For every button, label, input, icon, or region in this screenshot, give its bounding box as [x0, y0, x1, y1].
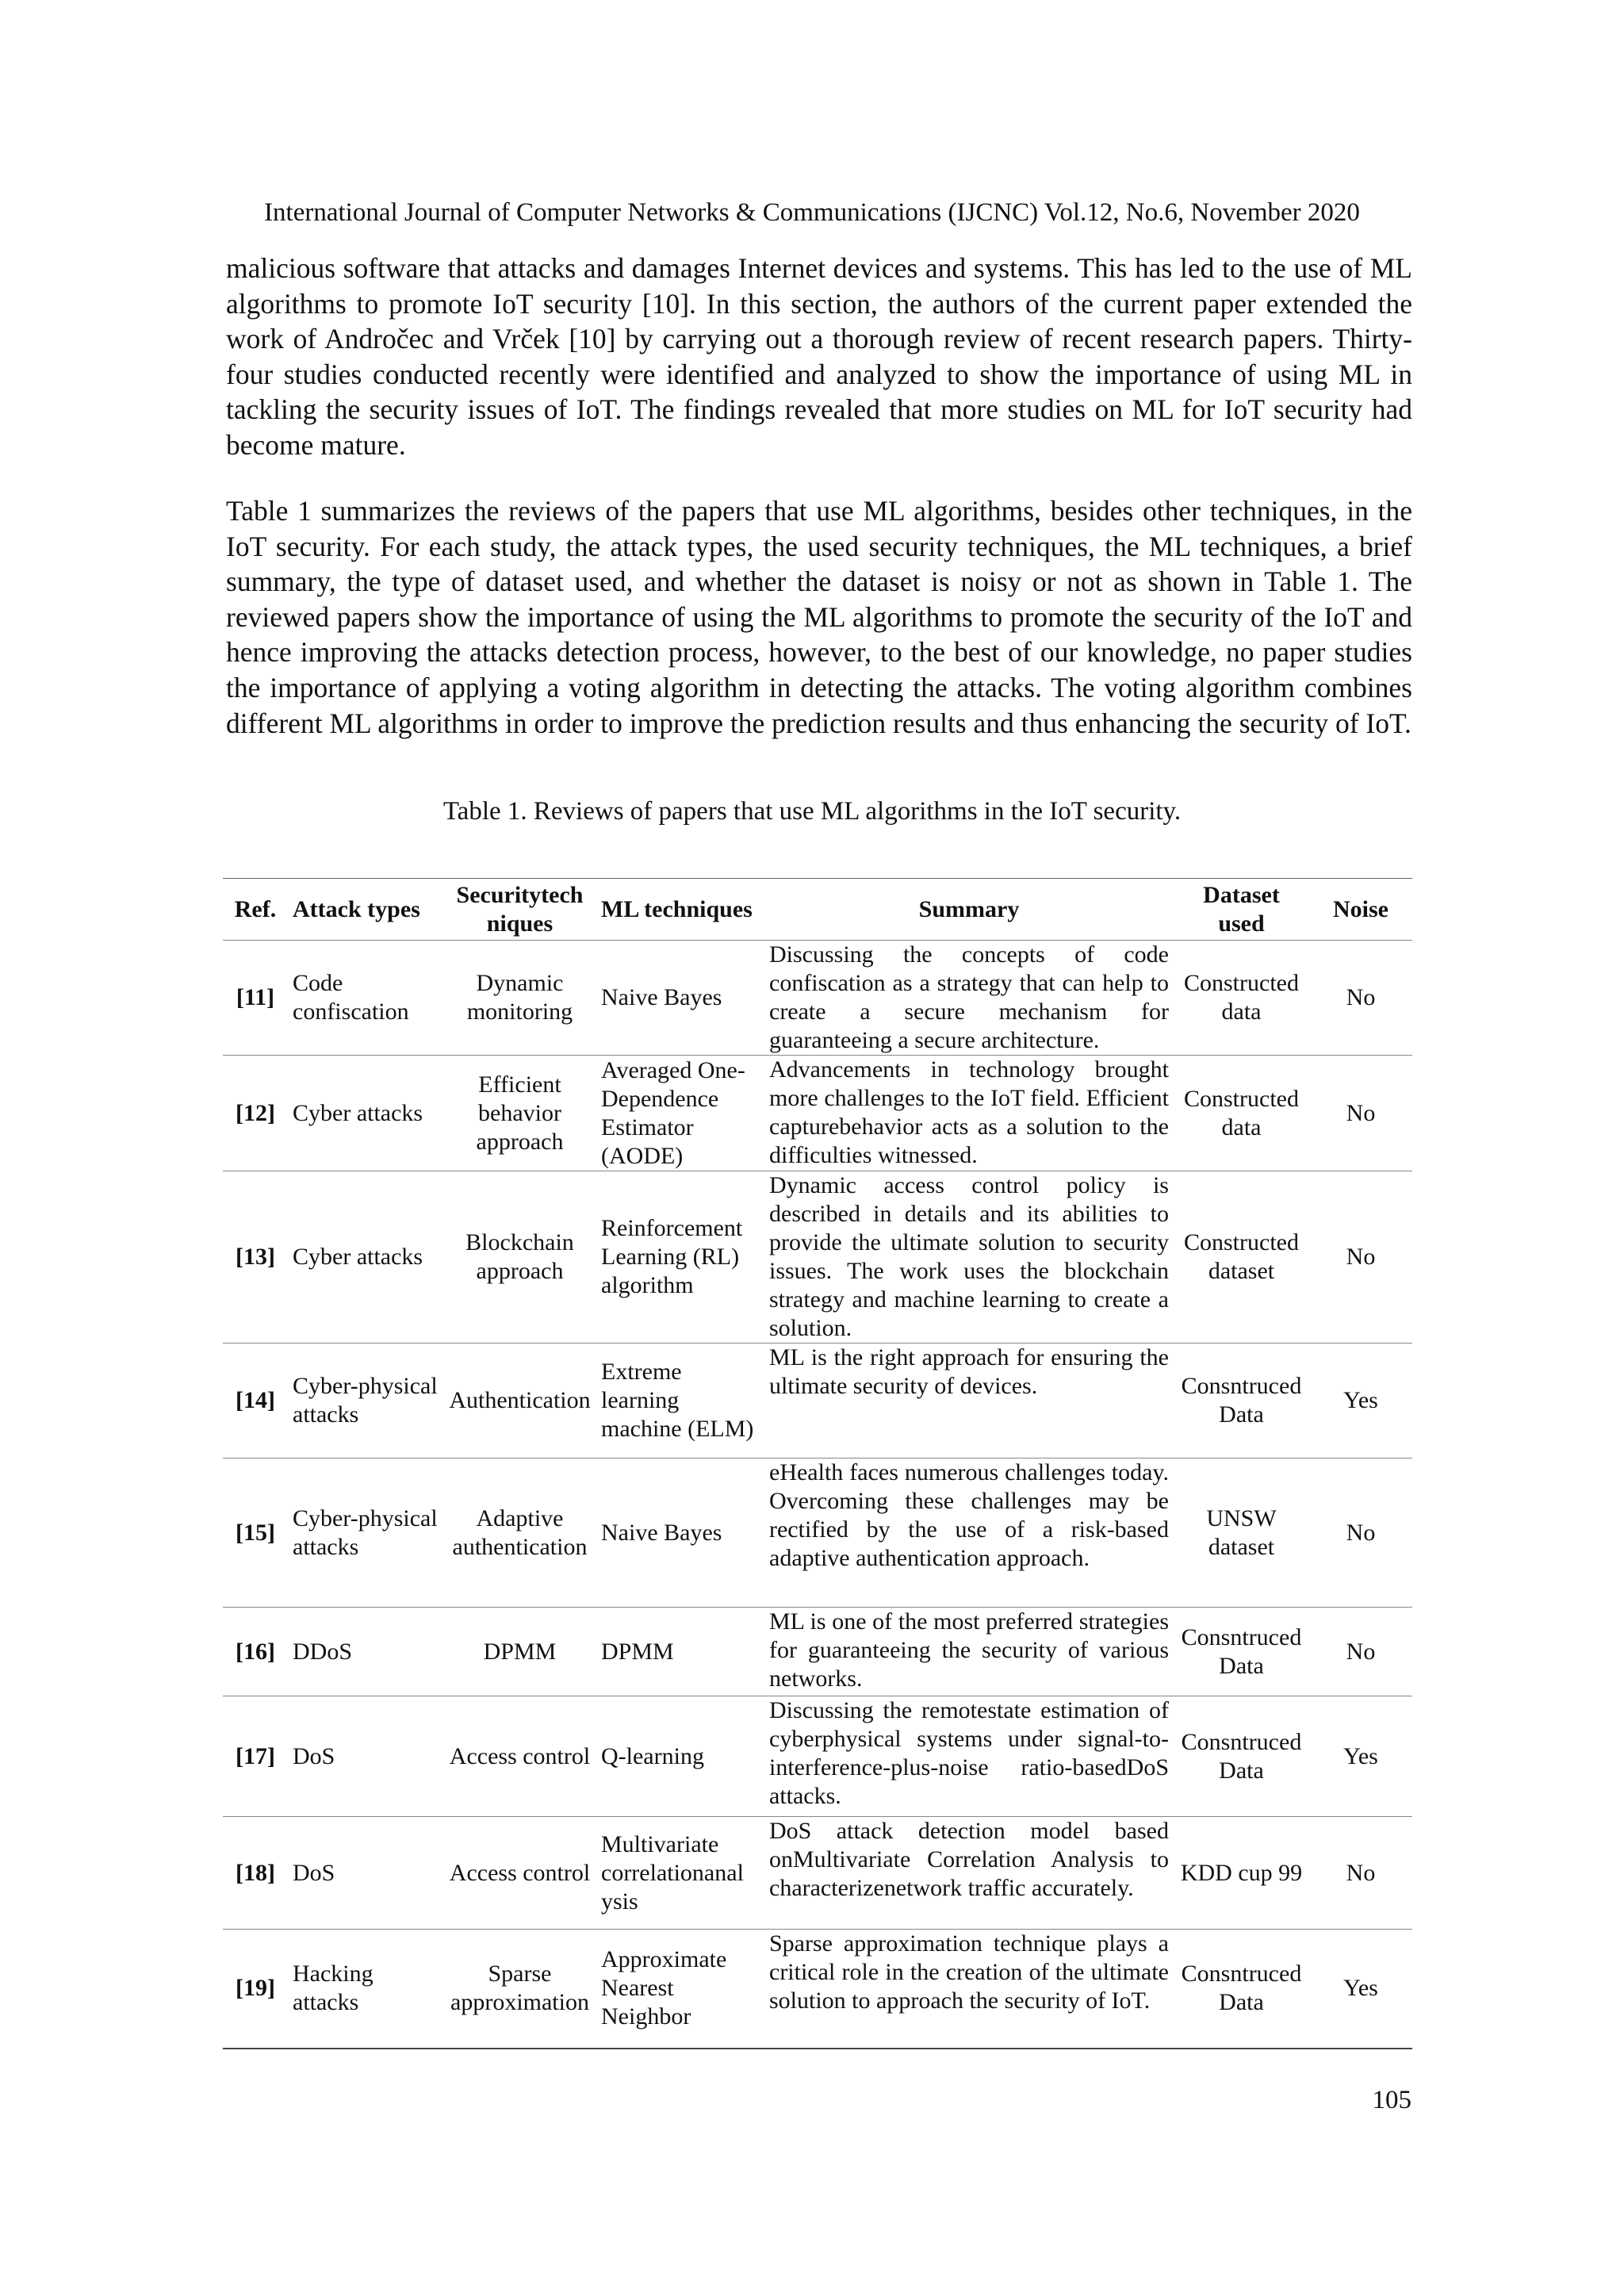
cell-summary: Advancements in technology brought more challenges to the IoT field. Efficient capturebehavior acts as a solution to the difficulties witnessed. [764, 1056, 1174, 1171]
table-row [223, 1171, 1412, 1343]
cell-attack-type: Cyber-physical attacks [288, 1458, 443, 1608]
header-dataset: Dataset used [1174, 879, 1309, 941]
cell-noise: No [1309, 941, 1412, 1056]
cell-ref: [17] [223, 1696, 288, 1817]
cell-ref: [11] [223, 941, 288, 1056]
cell-noise: No [1309, 1817, 1412, 1930]
header-ref: Ref. [223, 879, 288, 941]
cell-noise: No [1309, 1171, 1412, 1343]
cell-security-technique: Authentication [443, 1343, 596, 1458]
cell-ml-technique: Multivariate correlationanal ysis [596, 1817, 764, 1930]
cell-summary: Discussing the remotestate estimation of cyberphysical systems under signal-to-interference-plus-noise ratio-basedDoS attacks. [764, 1696, 1174, 1817]
cell-ml-technique: Q-learning [596, 1696, 764, 1817]
cell-ref: [19] [223, 1930, 288, 2049]
header-security-techniques: Securitytech niques [443, 879, 596, 941]
header-attack-types: Attack types [288, 879, 443, 941]
cell-security-technique: Dynamic monitoring [443, 941, 596, 1056]
running-head: International Journal of Computer Networks & Communications (IJCNC) Vol.12, No.6, November 2020 [264, 198, 1360, 227]
cell-ml-technique: Approximate Nearest Neighbor [596, 1930, 764, 2049]
cell-attack-type: Cyber attacks [288, 1056, 443, 1171]
cell-attack-type: Cyber-physical attacks [288, 1343, 443, 1458]
table-header-row [223, 879, 1412, 941]
cell-ref: [13] [223, 1171, 288, 1343]
page-number: 105 [1372, 2086, 1411, 2114]
header-ml-techniques: ML techniques [596, 879, 764, 941]
header-summary: Summary [764, 879, 1174, 941]
cell-dataset: Consntruced Data [1174, 1696, 1309, 1817]
cell-security-technique: Sparse approximation [443, 1930, 596, 2049]
cell-attack-type: DoS [288, 1696, 443, 1817]
cell-noise: Yes [1309, 1930, 1412, 2049]
table-row [223, 941, 1412, 1056]
cell-summary: DoS attack detection model based onMultivariate Correlation Analysis to characterizenetwork traffic accurately. [764, 1817, 1174, 1930]
cell-security-technique: Efficient behavior approach [443, 1056, 596, 1171]
table-row [223, 1608, 1412, 1696]
cell-summary: ML is the right approach for ensuring the ultimate security of devices. [764, 1343, 1174, 1458]
cell-ml-technique: Extreme learning machine (ELM) [596, 1343, 764, 1458]
cell-dataset: Consntruced Data [1174, 1343, 1309, 1458]
body-paragraph-1: malicious software that attacks and damages Internet devices and systems. This has led to the use of ML algorithms to promote IoT security [10]. In this section, the authors of the current paper extended the work of Andročec and Vrček [10] by carrying out a thorough review of recent research papers. Thirty-four studies conducted recently were identified and analyzed to show the importance of using ML in tackling the security issues of IoT. The findings revealed that more studies on ML for IoT security had become mature. [226, 252, 1412, 461]
cell-dataset: Constructed data [1174, 1056, 1309, 1171]
table-row [223, 1817, 1412, 1930]
cell-summary: Discussing the concepts of code confiscation as a strategy that can help to create a secure mechanism for guaranteeing a secure architecture. [764, 941, 1174, 1056]
cell-ref: [15] [223, 1458, 288, 1608]
cell-dataset: Consntruced Data [1174, 1930, 1309, 2049]
cell-security-technique: Adaptive authentication [443, 1458, 596, 1608]
cell-ml-technique: Reinforcement Learning (RL) algorithm [596, 1171, 764, 1343]
cell-dataset: Consntruced Data [1174, 1608, 1309, 1696]
cell-ml-technique: Naive Bayes [596, 941, 764, 1056]
header-noise: Noise [1309, 879, 1412, 941]
cell-dataset: KDD cup 99 [1174, 1817, 1309, 1930]
cell-noise: No [1309, 1608, 1412, 1696]
cell-noise: Yes [1309, 1343, 1412, 1458]
cell-ref: [14] [223, 1343, 288, 1458]
table-row [223, 1056, 1412, 1171]
cell-summary: eHealth faces numerous challenges today. Overcoming these challenges may be rectified by the use of a risk-based adaptive authentication approach. [764, 1458, 1174, 1608]
table-row [223, 1930, 1412, 2049]
cell-summary: ML is one of the most preferred strategies for guaranteeing the security of various networks. [764, 1608, 1174, 1696]
cell-noise: No [1309, 1056, 1412, 1171]
cell-security-technique: Access control [443, 1817, 596, 1930]
cell-summary: Sparse approximation technique plays a critical role in the creation of the ultimate solution to approach the security of IoT. [764, 1930, 1174, 2049]
cell-attack-type: Code confiscation [288, 941, 443, 1056]
cell-noise: No [1309, 1458, 1412, 1608]
table-caption: Table 1. Reviews of papers that use ML algorithms in the IoT security. [442, 797, 1182, 826]
cell-security-technique: DPMM [443, 1608, 596, 1696]
cell-ml-technique: Naive Bayes [596, 1458, 764, 1608]
cell-attack-type: Hacking attacks [288, 1930, 443, 2049]
table-row [223, 1343, 1412, 1458]
cell-attack-type: DDoS [288, 1608, 443, 1696]
cell-dataset: Constructed data [1174, 941, 1309, 1056]
cell-noise: Yes [1309, 1696, 1412, 1817]
body-paragraph-2: Table 1 summarizes the reviews of the papers that use ML algorithms, besides other techniques, in the IoT security. For each study, the attack types, the used security techniques, the ML techniques, a brief summary, the type of dataset used, and whether the dataset is noisy or not as shown in Table 1. The reviewed papers show the importance of using the ML algorithms to promote the security of the IoT and hence improving the attacks detection process, however, to the best of our knowledge, no paper studies the importance of applying a voting algorithm in detecting the attacks. The voting algorithm combines different ML algorithms in order to improve the prediction results and thus enhancing the security of IoT. [226, 495, 1412, 739]
cell-attack-type: DoS [288, 1817, 443, 1930]
cell-ml-technique: Averaged One-Dependence Estimator (AODE) [596, 1056, 764, 1171]
cell-ref: [12] [223, 1056, 288, 1171]
cell-summary: Dynamic access control policy is described in details and its abilities to provide the ultimate solution to security issues. The work uses the blockchain strategy and machine learning to create a solution. [764, 1171, 1174, 1343]
table-row [223, 1696, 1412, 1817]
cell-ml-technique: DPMM [596, 1608, 764, 1696]
reviews-table [223, 878, 1412, 2049]
cell-dataset: UNSW dataset [1174, 1458, 1309, 1608]
cell-ref: [18] [223, 1817, 288, 1930]
cell-dataset: Constructed dataset [1174, 1171, 1309, 1343]
cell-ref: [16] [223, 1608, 288, 1696]
cell-security-technique: Access control [443, 1696, 596, 1817]
cell-attack-type: Cyber attacks [288, 1171, 443, 1343]
table-row [223, 1458, 1412, 1608]
cell-security-technique: Blockchain approach [443, 1171, 596, 1343]
